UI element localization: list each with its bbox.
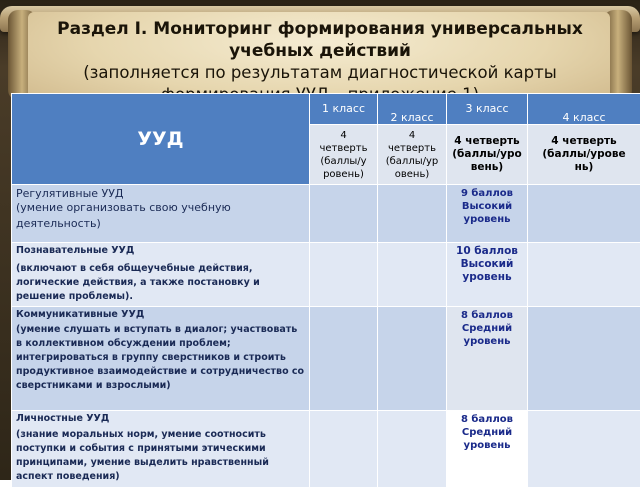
class-2-subheader: 4 четверть (баллы/ур овень) [378, 125, 447, 185]
category-regulative [12, 185, 310, 243]
score-cell-class-3: 8 баллов Средний уровень [447, 307, 528, 411]
score-cell-class-4 [528, 243, 640, 307]
title-line-2: учебных действий [36, 40, 604, 62]
class-4-subheader: 4 четверть (баллы/урове нь) [528, 125, 640, 185]
score-cell-class-1 [310, 307, 378, 411]
category-title: Познавательные УУД [16, 245, 305, 256]
header-row-classes [12, 94, 640, 125]
uud-header: УУД [12, 94, 310, 185]
score-cell-class-1 [310, 411, 378, 488]
table-row [12, 307, 640, 411]
score-cell-class-1 [310, 185, 378, 243]
class-1-header: 1 класс [310, 94, 378, 125]
category-description: (знание моральных норм, умение соотносить поступки и события с принятыми этическими принципами, умение выделить нравственный аспект поведения) [16, 428, 305, 484]
score-cell-class-4 [528, 411, 640, 488]
class-3-subheader: 4 четверть (баллы/уро вень) [447, 125, 528, 185]
category-description: (умение организовать свою учебную деятельность) [16, 200, 305, 232]
category-communicative [12, 307, 310, 411]
score-cell-class-1 [310, 243, 378, 307]
category-description: (умение слушать и вступать в диалог; участвовать в коллективном обсуждении проблем; интегрироваться в группу сверстников и строить продуктивное взаимодействие и сотрудничество со сверстниками и взрослыми) [16, 323, 305, 393]
table-row [12, 243, 640, 307]
class-1-subheader: 4 четверть (баллы/у ровень) [310, 125, 378, 185]
class-4-header: 4 класс [528, 94, 640, 125]
score-cell-class-2 [378, 411, 447, 488]
class-2-header: 2 класс [378, 94, 447, 125]
table-row [12, 185, 640, 243]
category-title: Коммуникативные УУД [16, 309, 305, 320]
category-title: Регулятивные УУД [16, 187, 305, 200]
category-cognitive [12, 243, 310, 307]
title-line-1: Раздел I. Мониторинг формирования универсальных [36, 18, 604, 40]
score-cell-class-3: 9 баллов Высокий уровень [447, 185, 528, 243]
category-title: Личностные УУД [16, 413, 305, 424]
uud-table [11, 93, 640, 488]
class-3-header: 3 класс [447, 94, 528, 125]
score-cell-class-3: 8 баллов Средний уровень [447, 411, 528, 488]
score-cell-class-4 [528, 185, 640, 243]
table-row [12, 411, 640, 488]
category-personal [12, 411, 310, 488]
score-cell-class-4 [528, 307, 640, 411]
score-cell-class-2 [378, 307, 447, 411]
score-cell-class-2 [378, 185, 447, 243]
score-cell-class-3: 10 баллов Высокий уровень [447, 243, 528, 307]
title-line-3: (заполняется по результатам диагностической карты [36, 62, 604, 84]
category-description: (включают в себя общеучебные действия, логические действия, а также постановку и решение проблемы). [16, 262, 305, 304]
score-cell-class-2 [378, 243, 447, 307]
